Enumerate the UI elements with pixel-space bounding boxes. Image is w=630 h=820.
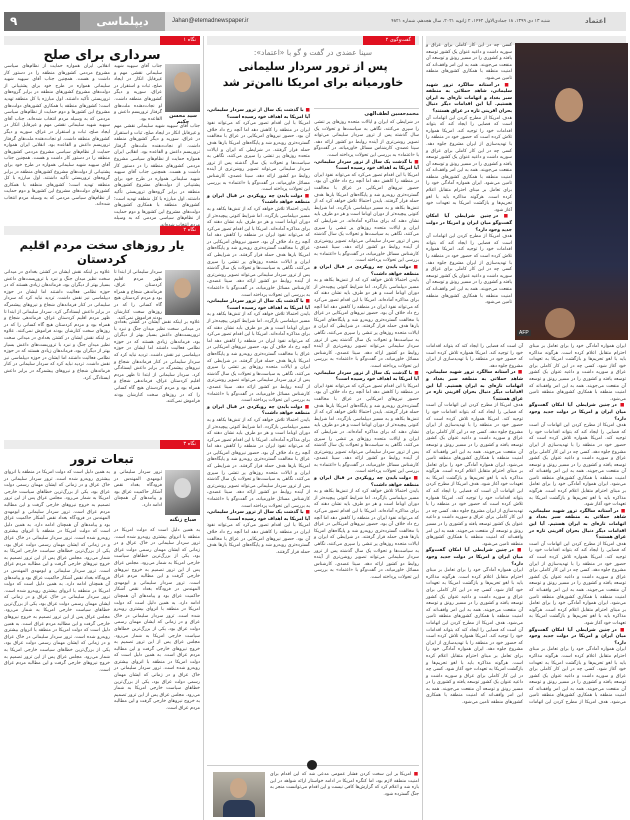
byline: محمدحسین لطف‌الهی: [314, 108, 419, 118]
date-line: شنبه ۱۳ دی ۱۳۹۹، ۱۸ جمادی‌الاول ۱۴۴۲، ۲ ژانویه ۲۰۲۱، سال هجدهم، شماره ۴۸۲۱: [391, 19, 550, 24]
article-body: ایران همواره آمادگی خود را برای تعامل بر مبنای احترام متقابل اعلام کرده است. هرگونه مذاکره باید با لغو تحریم‌ها و بازگشت امریکا به تعهدات خود آغاز شود. کسی چه در این کار کاملی برای عراق و سوریه داشت و داعیه عنوان یک کشور توسعه یافته و کشوری را در مسیر رونق و توسعه آن منفعت می‌جویند. همه به این امر واقف‌اند که امنیت منطقه با همکاری کشورهای منطقه تامین می‌شود. ■ در چنین شرایطی آیا امکان گفت‌وگو میان ایران و امریکا در دولت جدید وجود دارد؟ هدف امریکا از مطرح کردن این اتهامات آن است که فضایی را ایجاد کند که بتواند اقدامات خود را توجیه کند. امریکا همواره تلاش کرده است که حضور خود در منطقه را با تهدیدسازی از ایران مشروع جلوه دهد. کسی چه در این کار کاملی برای عراق و سوریه داشت و داعیه عنوان یک کشور توسعه یافته و کشوری را در مسیر رونق و توسعه آن منفعت می‌جویند. همه به این امر واقف‌اند که امنیت منطقه با همکاری کشورهای منطقه تامین می‌شود. ایران همواره آمادگی خود را برای تعامل بر مبنای احترام متقابل اعلام کرده است. هرگونه مذاکره باید با لغو تحریم‌ها و بازگشت امریکا به تعهدات خود آغاز شود. ■ در آستانه سالگرد ترور شهید سلیمانی، شاهد حملاتی به منطقه سبز بغداد و اتهامات تازه‌ای به ایران هستیم. آیا این اقدامات دیگر دنبال بحران آفرینی تازه در عراق هستند؟ هدف امریکا از مطرح کردن این اتهامات آن است که فضایی را ایجاد کند که بتواند اقدامات خود را توجیه کند. امریکا همواره تلاش کرده است که حضور خود در منطقه را با تهدیدسازی از ایران مشروع جلوه دهد. کسی چه در این کار کاملی برای عراق و سوریه داشت و داعیه عنوان یک کشور توسعه یافته و کشوری را در مسیر رونق و توسعه آن منفعت می‌جویند. همه به این امر واقف‌اند که امنیت منطقه با همکاری کشورهای منطقه تامین می‌شود. ایران همواره آمادگی خود را برای تعامل بر مبنای احترام متقابل اعلام کرده است. هرگونه مذاکره باید با لغو تحریم‌ها و بازگشت امریکا به تعهدات خود آغاز شود. ■ در چنین شرایطی آیا امکان گفت‌وگو میان ایران و امریکا در دولت جدید وجود دارد؟ ایران همواره آمادگی خود را برای تعامل بر مبنای احترام متقابل اعلام کرده است. هرگونه مذاکره باید با لغو تحریم‌ها و بازگشت امریکا به تعهدات خود آغاز شود. کسی چه در این کار کاملی برای عراق و سوریه داشت و داعیه عنوان یک کشور توسعه یافته و کشوری را در مسیر رونق و توسعه آن منفعت می‌جویند. همه به این امر واقف‌اند که امنیت منطقه با همکاری کشورهای منطقه تامین می‌شود. هدف امریکا از مطرح کردن این اتهامات آن است که فضایی را ایجاد کند که بتواند اقدامات خود را توجیه کند. امریکا همواره تلاش کرده است که حضور خود در منطقه را با تهدیدسازی از ایران مشروع جلوه دهد. ■ در آستانه سالگرد ترور شهید سلیمانی، شاهد حملاتی به منطقه سبز بغداد و اتهامات تازه‌ای به ایران هستیم. آیا این اقدامات دیگر دنبال بحران آفرینی تازه در عراق هستند؟ هدف امریکا از مطرح کردن این اتهامات آن است که فضایی را ایجاد کند که بتواند اقدامات خود را توجیه کند. امریکا همواره تلاش کرده است که حضور خود در منطقه را با تهدیدسازی از ایران مشروع جلوه دهد. کسی چه در این کار کاملی برای عراق و سوریه داشت و داعیه عنوان یک کشور توسعه یافته و کشوری را در مسیر رونق و توسعه آن منفعت می‌جویند. همه به این امر واقف‌اند که امنیت منطقه با همکاری کشورهای منطقه تامین می‌شود. ایران همواره آمادگی خود را برای تعامل بر مبنای احترام متقابل اعلام کرده است. هرگونه مذاکره باید با لغو تحریم‌ها و بازگشت امریکا به تعهدات خود آغاز شود. هدف امریکا از مطرح کردن این اتهامات آن است که فضایی را ایجاد کند که بتواند اقدامات خود را توجیه کند. امریکا همواره تلاش کرده است که حضور خود در منطقه را با تهدیدسازی از ایران مشروع جلوه دهد. کسی چه در این کار کاملی برای عراق و سوریه داشت و داعیه عنوان یک کشور توسعه یافته و کشوری را در مسیر رونق و توسعه آن منفعت می‌جویند. همه به این امر واقف‌اند که امنیت منطقه با همکاری کشورهای منطقه تامین می‌شود. ■ در چنین شرایطی آیا امکان گفت‌وگو میان ایران و امریکا در دولت جدید وجود دارد؟ ایران همواره آمادگی خود را برای تعامل بر مبنای احترام متقابل اعلام کرده است. هرگونه مذاکره باید با لغو تحریم‌ها و بازگشت امریکا به تعهدات خود آغاز شود. کسی چه در این کار کاملی برای عراق و سوریه داشت و داعیه عنوان یک کشور توسعه یافته و کشوری را در مسیر رونق و توسعه آن منفعت می‌جویند. همه به این امر واقف‌اند که امنیت منطقه با همکاری کشورهای منطقه تامین می‌شود. هدف امریکا از مطرح کردن این اتهامات آن است که فضایی را ایجاد کند که بتواند اقدامات خود را توجیه کند. امریکا همواره تلاش کرده است که حضور خود در منطقه را با تهدیدسازی از ایران مشروع جلوه دهد. ایران همواره آمادگی خود را برای تعامل بر مبنای احترام متقابل اعلام کرده است. هرگونه مذاکره باید با لغو تحریم‌ها و بازگشت امریکا به تعهدات خود آغاز شود. کسی چه در این کار کاملی برای عراق و سوریه داشت و داعیه عنوان یک کشور توسعه یافته و کشوری را در مسیر رونق و توسعه آن منفعت می‌جویند. همه به این امر واقف‌اند که امنیت منطقه با همکاری کشورهای منطقه تامین می‌شود.: [426, 344, 626, 818]
article-body: انقلابی ایران همواره حمایت از نظام‌های سیاسی مشروع مردمی کشورهای منطقه را در دستور کار داشت و هست. همچنین جناب آقای سپهبد شهید سلیمانی همواره در طرح خود برای پشتیبانی از دولت‌های مشروع کشورهای منطقه در برابر گروه‌های تروریستی تأکید داشتند. اول مبارزه با کل منطقه تهدید است؛ کشورهای منطقه با همکاری کشورهای دولت‌های مشروع این کشورها و دوم حمایت از نظام‌های سیاسی مردمی که به وسیله مردم انتخاب شده‌اند. جناب آقای سپهبد شهید سلیمانی نقشی مهم و غیرقابل انکار در ایجاد صلح، ثبات و استقرار در عراق، سوریه و دیگر کشورهای منطقه داشت. او نجات‌دهنده ملت‌های گرفتار تروریسم داعش و القاعده بود. انقلابی ایران همواره حمایت از نظام‌های سیاسی مشروع مردمی کشورهای منطقه را در دستور کار داشت و هست. همچنین جناب آقای سپهبد شهید سلیمانی همواره در طرح خود برای پشتیبانی از دولت‌های مشروع کشورهای منطقه در برابر گروه‌های تروریستی تأکید داشتند. اول مبارزه با کل منطقه تهدید است؛ کشورهای منطقه با همکاری کشورهای دولت‌های مشروع این کشورها و دوم حمایت از نظام‌های سیاسی مردمی که به وسیله مردم انتخاب شده‌اند.: [4, 64, 110, 208]
author-photo: [165, 470, 200, 515]
article-title: یار روزهای سخت مردم اقلیم کردستان: [19, 238, 185, 266]
author-photo: [165, 270, 200, 315]
author-name: صباح زنگنه: [169, 517, 197, 523]
email-link[interactable]: Jahan@etemadnewspaper.ir: [172, 18, 249, 24]
column-divider: [203, 36, 204, 820]
news-photo: [515, 43, 628, 340]
author-photo: [165, 64, 200, 112]
article-title-line-2: خاورمیانه برای امریکا ناامن‌تر شد: [222, 76, 404, 89]
article-body: جناب آقای سپهبد شهید سلیمانی نقشی مهم و غیرقابل انکار در ایجاد صلح، ثبات و استقرار در عراق، سوریه و دیگر کشورهای منطقه داشت. او نجات‌دهنده ملت‌های گرفتار تروریسم داعش و القاعده بود. انقلابی ایران همواره حمایت از نظام‌های سیاسی مشروع مردمی کشورهای منطقه را در دستور کار داشت و هست. همچنین جناب آقای سپهبد شهید سلیمانی همواره در طرح خود برای پشتیبانی از دولت‌های مشروع کشورهای منطقه در برابر گروه‌های تروریستی تأکید داشتند. اول مبارزه با کل منطقه تهدید است؛ کشورهای منطقه با همکاری کشورهای دولت‌های مشروع این کشورها و دوم حمایت از نظام‌های سیاسی مردمی که به وسیله: [114, 124, 200, 222]
article-body: به همین دلیل است که دولت امریکا در منطقه با انزوای بیشتری روبه‌رو شده است. ترور سردار سلیمانی در خاک عراق و در زمانی که ایشان مهمان رسمی دولت عراق بود، یکی از بزرگ‌ترین خطاهای سیاست خارجی امریکا به شمار می‌رود. مجلس عراق پس از این ترور تصمیم به خروج نیروهای خارجی گرفت و این مطالبه مردم عراق است. ترور سردار سلیمانی و ابومهدی المهندس در فرودگاه بغداد نقض آشکار حاکمیت عراق بود و پیامدهای آن همچنان ادامه دارد. به همین دلیل است که دولت امریکا در منطقه با انزوای بیشتری روبه‌رو شده است. ترور سردار سلیمانی در خاک عراق و در زمانی که ایشان مهمان رسمی دولت عراق بود، یکی از بزرگ‌ترین خطاهای سیاست خارجی امریکا به شمار می‌رود. مجلس عراق پس از این ترور تصمیم به خروج نیروهای خارجی گرفت و این مطالبه مردم عراق است. به همین دلیل است که دولت امریکا در منطقه با انزوای بیشتری روبه‌رو شده است. ترور سردار سلیمانی در خاک عراق و در زمانی که ایشان مهمان رسمی دولت عراق بود، یکی از بزرگ‌ترین خطاهای سیاست خارجی امریکا به شمار می‌رود. مجلس عراق پس از این ترور تصمیم به خروج نیروهای خارجی گرفت و این مطالبه مردم عراق است.: [114, 528, 201, 712]
article-body: ■ با گذشت یک سال از ترور سردار سلیمانی، آیا امریکا به اهداف خود رسیده است؟ امریکا با این اقدام تصور می‌کرد که می‌تواند نفوذ ایران در منطقه را کاهش دهد اما آنچه رخ داد خلاف آن بود. حضور نیروهای امریکایی در عراق با مخالفت گسترده‌تری روبه‌رو شد و پایگاه‌های امریکا بارها هدف حمله قرار گرفتند. در شرایطی که ایران و ایالات متحده روزهای پر تنشی را سپری می‌کنند، نگاهی به سیاست‌ها و تحولات یک سال گذشته پس از ترور سردار سلیمانی می‌تواند تصویر روشن‌تری از آینده روابط دو کشور ارائه دهد. سینا عضدی، کارشناس مسائل خاورمیانه، در گفت‌وگو با «اعتماد» به بررسی این تحولات پرداخته است. ■ دولت بایدن چه رویکردی در قبال ایران و منطقه خواهد داشت؟ بایدن احتمالا تلاش خواهد کرد که از تنش‌ها بکاهد و به مسیر دیپلماسی بازگردد. اما شرایط کنونی پیچیده‌تر از دوران اوباما است و هر دو طرف باید نشان دهند که برای مذاکره آماده‌اند. امریکا با این اقدام تصور می‌کرد که می‌تواند نفوذ ایران در منطقه را کاهش دهد اما آنچه رخ داد خلاف آن بود. حضور نیروهای امریکایی در عراق با مخالفت گسترده‌تری روبه‌رو شد و پایگاه‌های امریکا بارها هدف حمله قرار گرفتند. در شرایطی که ایران و ایالات متحده روزهای پر تنشی را سپری می‌کنند، نگاهی به سیاست‌ها و تحولات یک سال گذشته پس از ترور سردار سلیمانی می‌تواند تصویر روشن‌تری از آینده روابط دو کشور ارائه دهد. سینا عضدی، کارشناس مسائل خاورمیانه، در گفت‌وگو با «اعتماد» به بررسی این تحولات پرداخته است. ■ با گذشت یک سال از ترور سردار سلیمانی، آیا امریکا به اهداف خود رسیده است؟ بایدن احتمالا تلاش خواهد کرد که از تنش‌ها بکاهد و به مسیر دیپلماسی بازگردد. اما شرایط کنونی پیچیده‌تر از دوران اوباما است و هر دو طرف باید نشان دهند که برای مذاکره آماده‌اند. امریکا با این اقدام تصور می‌کرد که می‌تواند نفوذ ایران در منطقه را کاهش دهد اما آنچه رخ داد خلاف آن بود. حضور نیروهای امریکایی در عراق با مخالفت گسترده‌تری روبه‌رو شد و پایگاه‌های امریکا بارها هدف حمله قرار گرفتند. در شرایطی که ایران و ایالات متحده روزهای پر تنشی را سپری می‌کنند، نگاهی به سیاست‌ها و تحولات یک سال گذشته پس از ترور سردار سلیمانی می‌تواند تصویر روشن‌تری از آینده روابط دو کشور ارائه دهد. سینا عضدی، کارشناس مسائل خاورمیانه، در گفت‌وگو با «اعتماد» به بررسی این تحولات پرداخته است. ■ دولت بایدن چه رویکردی در قبال ایران و منطقه خواهد داشت؟ بایدن احتمالا تلاش خواهد کرد که از تنش‌ها بکاهد و به مسیر دیپلماسی بازگردد. اما شرایط کنونی پیچیده‌تر از دوران اوباما است و هر دو طرف باید نشان دهند که برای مذاکره آماده‌اند. امریکا با این اقدام تصور می‌کرد که می‌تواند نفوذ ایران در منطقه را کاهش دهد اما آنچه رخ داد خلاف آن بود. حضور نیروهای امریکایی در عراق با مخالفت گسترده‌تری روبه‌رو شد و پایگاه‌های امریکا بارها هدف حمله قرار گرفتند. در شرایطی که ایران و ایالات متحده روزهای پر تنشی را سپری می‌کنند، نگاهی به سیاست‌ها و تحولات یک سال گذشته پس از ترور سردار سلیمانی می‌تواند تصویر روشن‌تری از آینده روابط دو کشور ارائه دهد. سینا عضدی، کارشناس مسائل خاورمیانه، در گفت‌وگو با «اعتماد» به بررسی این تحولات پرداخته است. ■ با گذشت یک سال از ترور سردار سلیمانی، آیا امریکا به اهداف خود رسیده است؟ امریکا با این اقدام تصور می‌کرد که می‌تواند نفوذ ایران در منطقه را کاهش دهد اما آنچه رخ داد خلاف آن بود. حضور نیروهای امریکایی در عراق با مخالفت گسترده‌تری روبه‌رو شد و پایگاه‌های امریکا بارها هدف حمله قرار گرفتند.: [207, 108, 310, 752]
article-body: علاوه بر اینکه نقش ایشان در کشتن بغدادی در میدانی سخت نظیر میدان جنگ و نبرد با تروریست‌های داعش بسیار بهتر از دیگران بود، فرماندهان زیادی هستند که در حوزه نظامی فعالیت داشتند اما ایشان در حوزه دیپلماسی نیز نقش داشت. تردید نباید کرد که سردار سلیمانی در کنار فرماندهان شجاع و نیروهای پیشمرگه در برابر داعش ایستادگی کرد. سردار سلیمانی از ابتدا تا ظهر مردم اقلیم کردستان عراق، فرماندهی شجاع و همراه بود و مردم کردستان هیچ گاه کسانی را که در روزهای سخت کنارشان بودند فراموش نمی‌کنند.: [114, 320, 200, 405]
newspaper-logo: اعتماد: [585, 17, 606, 25]
section-tag: نگاه ۱: [160, 36, 200, 45]
column-divider: [422, 36, 423, 820]
photo-credit: AFP: [519, 330, 529, 336]
article-sidebar-text: ترور سردار سلیمانی و ابومهدی المهندس در فرودگاه بغداد نقض آشکار حاکمیت عراق بود و پیامدهای آن همچنان ادامه دارد.: [114, 470, 162, 508]
article-sidebar-text: سردار سلیمانی از ابتدا تا ظهر مردم اقلیم کردستان عراق، فرماندهی شجاع و همراه بود و مردم کردستان هیچ گاه کسانی را که در روزهای سخت کنارشان بودند فراموش نمی‌کنند.: [114, 270, 162, 322]
section-tag: نگاه ۳: [160, 440, 200, 449]
section-title: دیپلماسی: [80, 12, 165, 31]
article-title: سرداری برای صلح: [43, 48, 161, 63]
section-tag: گفت‌وگوی ۲: [363, 36, 415, 45]
quote-icon: [307, 760, 317, 770]
article-body: به همین دلیل است که دولت امریکا در منطقه با انزوای بیشتری روبه‌رو شده است. ترور سردار سلیمانی در خاک عراق و در زمانی که ایشان مهمان رسمی دولت عراق بود، یکی از بزرگ‌ترین خطاهای سیاست خارجی امریکا به شمار می‌رود. مجلس عراق پس از این ترور تصمیم به خروج نیروهای خارجی گرفت و این مطالبه مردم عراق است. ترور سردار سلیمانی و ابومهدی المهندس در فرودگاه بغداد نقض آشکار حاکمیت عراق بود و پیامدهای آن همچنان ادامه دارد. به همین دلیل است که دولت امریکا در منطقه با انزوای بیشتری روبه‌رو شده است. ترور سردار سلیمانی در خاک عراق و در زمانی که ایشان مهمان رسمی دولت عراق بود، یکی از بزرگ‌ترین خطاهای سیاست خارجی امریکا به شمار می‌رود. مجلس عراق پس از این ترور تصمیم به خروج نیروهای خارجی گرفت و این مطالبه مردم عراق است. ترور سردار سلیمانی و ابومهدی المهندس در فرودگاه بغداد نقض آشکار حاکمیت عراق بود و پیامدهای آن همچنان ادامه دارد. به همین دلیل است که دولت امریکا در منطقه با انزوای بیشتری روبه‌رو شده است. ترور سردار سلیمانی در خاک عراق و در زمانی که ایشان مهمان رسمی دولت عراق بود، یکی از بزرگ‌ترین خطاهای سیاست خارجی امریکا به شمار می‌رود. مجلس عراق پس از این ترور تصمیم به خروج نیروهای خارجی گرفت و این مطالبه مردم عراق است. به همین دلیل است که دولت امریکا در منطقه با انزوای بیشتری روبه‌رو شده است. ترور سردار سلیمانی در خاک عراق و در زمانی که ایشان مهمان رسمی دولت عراق بود، یکی از بزرگ‌ترین خطاهای سیاست خارجی امریکا به شمار می‌رود. مجلس عراق پس از این ترور تصمیم به خروج نیروهای خارجی گرفت و این مطالبه مردم عراق است.: [4, 470, 111, 673]
article-title-line-1: پس از ترور سردار سلیمانی: [238, 60, 388, 73]
page-number: ۹: [4, 12, 80, 31]
author-name: سید محسن حکیم: [169, 113, 197, 125]
article-title: تبعات ترور: [70, 452, 134, 466]
article-kicker: سینا عضدی در گفت و گو با «اعتماد»:: [253, 48, 373, 57]
article-body: کسی چه در این کار کاملی برای عراق و سوریه داشت و داعیه عنوان یک کشور توسعه یافته و کشوری را در مسیر رونق و توسعه آن منفعت می‌جویند. همه به این امر واقف‌اند که امنیت منطقه با همکاری کشورهای منطقه تامین می‌شود. ■ در آستانه سالگرد ترور شهید سلیمانی، شاهد حملاتی به منطقه سبز بغداد و اتهامات تازه‌ای به ایران هستیم. آیا این اقدامات دیگر دنبال بحران آفرینی تازه در عراق هستند؟ هدف امریکا از مطرح کردن این اتهامات آن است که فضایی را ایجاد کند که بتواند اقدامات خود را توجیه کند. امریکا همواره تلاش کرده است که حضور خود در منطقه را با تهدیدسازی از ایران مشروع جلوه دهد. کسی چه در این کار کاملی برای عراق و سوریه داشت و داعیه عنوان یک کشور توسعه یافته و کشوری را در مسیر رونق و توسعه آن منفعت می‌جویند. همه به این امر واقف‌اند که امنیت منطقه با همکاری کشورهای منطقه تامین می‌شود. ایران همواره آمادگی خود را برای تعامل بر مبنای احترام متقابل اعلام کرده است. هرگونه مذاکره باید با لغو تحریم‌ها و بازگشت امریکا به تعهدات خود آغاز شود. ■ در چنین شرایطی آیا امکان گفت‌وگو میان ایران و امریکا در دولت جدید وجود دارد؟ هدف امریکا از مطرح کردن این اتهامات آن است که فضایی را ایجاد کند که بتواند اقدامات خود را توجیه کند. امریکا همواره تلاش کرده است که حضور خود در منطقه را با تهدیدسازی از ایران مشروع جلوه دهد. کسی چه در این کار کاملی برای عراق و سوریه داشت و داعیه عنوان یک کشور توسعه یافته و کشوری را در مسیر رونق و توسعه آن منفعت می‌جویند. همه به این امر واقف‌اند که امنیت منطقه با همکاری کشورهای منطقه تامین می‌شود.: [426, 43, 512, 340]
interviewee-photo: [213, 772, 265, 817]
pull-quote: ■ امریکا بر این سخت کردن فشار عمومی مدعی شد که این اقدام برای امنیت منطقه لازم بود، اما کنگره امریکا در ادامه خواستار ارائه شواهد در این باره شد و اعلام کرد که گزارش‌ها کافی نیست و این اقدام می‌توانست منجر به جنگ گسترده شود.: [270, 772, 419, 797]
article-body: در شرایطی که ایران و ایالات متحده روزهای پر تنشی را سپری می‌کنند، نگاهی به سیاست‌ها و تحولات یک سال گذشته پس از ترور سردار سلیمانی می‌تواند تصویر روشن‌تری از آینده روابط دو کشور ارائه دهد. سینا عضدی، کارشناس مسائل خاورمیانه، در گفت‌وگو با «اعتماد» به بررسی این تحولات پرداخته است. ■ با گذشت یک سال از ترور سردار سلیمانی، آیا امریکا به اهداف خود رسیده است؟ امریکا با این اقدام تصور می‌کرد که می‌تواند نفوذ ایران در منطقه را کاهش دهد اما آنچه رخ داد خلاف آن بود. حضور نیروهای امریکایی در عراق با مخالفت گسترده‌تری روبه‌رو شد و پایگاه‌های امریکا بارها هدف حمله قرار گرفتند. بایدن احتمالا تلاش خواهد کرد که از تنش‌ها بکاهد و به مسیر دیپلماسی بازگردد. اما شرایط کنونی پیچیده‌تر از دوران اوباما است و هر دو طرف باید نشان دهند که برای مذاکره آماده‌اند. در شرایطی که ایران و ایالات متحده روزهای پر تنشی را سپری می‌کنند، نگاهی به سیاست‌ها و تحولات یک سال گذشته پس از ترور سردار سلیمانی می‌تواند تصویر روشن‌تری از آینده روابط دو کشور ارائه دهد. سینا عضدی، کارشناس مسائل خاورمیانه، در گفت‌وگو با «اعتماد» به بررسی این تحولات پرداخته است. ■ دولت بایدن چه رویکردی در قبال ایران و منطقه خواهد داشت؟ بایدن احتمالا تلاش خواهد کرد که از تنش‌ها بکاهد و به مسیر دیپلماسی بازگردد. اما شرایط کنونی پیچیده‌تر از دوران اوباما است و هر دو طرف باید نشان دهند که برای مذاکره آماده‌اند. امریکا با این اقدام تصور می‌کرد که می‌تواند نفوذ ایران در منطقه را کاهش دهد اما آنچه رخ داد خلاف آن بود. حضور نیروهای امریکایی در عراق با مخالفت گسترده‌تری روبه‌رو شد و پایگاه‌های امریکا بارها هدف حمله قرار گرفتند. در شرایطی که ایران و ایالات متحده روزهای پر تنشی را سپری می‌کنند، نگاهی به سیاست‌ها و تحولات یک سال گذشته پس از ترور سردار سلیمانی می‌تواند تصویر روشن‌تری از آینده روابط دو کشور ارائه دهد. سینا عضدی، کارشناس مسائل خاورمیانه، در گفت‌وگو با «اعتماد» به بررسی این تحولات پرداخته است. ■ با گذشت یک سال از ترور سردار سلیمانی، آیا امریکا به اهداف خود رسیده است؟ امریکا با این اقدام تصور می‌کرد که می‌تواند نفوذ ایران در منطقه را کاهش دهد اما آنچه رخ داد خلاف آن بود. حضور نیروهای امریکایی در عراق با مخالفت گسترده‌تری روبه‌رو شد و پایگاه‌های امریکا بارها هدف حمله قرار گرفتند. بایدن احتمالا تلاش خواهد کرد که از تنش‌ها بکاهد و به مسیر دیپلماسی بازگردد. اما شرایط کنونی پیچیده‌تر از دوران اوباما است و هر دو طرف باید نشان دهند که برای مذاکره آماده‌اند. در شرایطی که ایران و ایالات متحده روزهای پر تنشی را سپری می‌کنند، نگاهی به سیاست‌ها و تحولات یک سال گذشته پس از ترور سردار سلیمانی می‌تواند تصویر روشن‌تری از آینده روابط دو کشور ارائه دهد. سینا عضدی، کارشناس مسائل خاورمیانه، در گفت‌وگو با «اعتماد» به بررسی این تحولات پرداخته است. ■ دولت بایدن چه رویکردی در قبال ایران و منطقه خواهد داشت؟ بایدن احتمالا تلاش خواهد کرد که از تنش‌ها بکاهد و به مسیر دیپلماسی بازگردد. اما شرایط کنونی پیچیده‌تر از دوران اوباما است و هر دو طرف باید نشان دهند که برای مذاکره آماده‌اند. امریکا با این اقدام تصور می‌کرد که می‌تواند نفوذ ایران در منطقه را کاهش دهد اما آنچه رخ داد خلاف آن بود. حضور نیروهای امریکایی در عراق با مخالفت گسترده‌تری روبه‌رو شد و پایگاه‌های امریکا بارها هدف حمله قرار گرفتند. در شرایطی که ایران و ایالات متحده روزهای پر تنشی را سپری می‌کنند، نگاهی به سیاست‌ها و تحولات یک سال گذشته پس از ترور سردار سلیمانی می‌تواند تصویر روشن‌تری از آینده روابط دو کشور ارائه دهد. سینا عضدی، کارشناس مسائل خاورمیانه، در گفت‌وگو با «اعتماد» به بررسی این تحولات پرداخته است.: [314, 120, 419, 752]
article-sidebar-text: جناب آقای سپهبد شهید سلیمانی نقشی مهم و غیرقابل انکار در ایجاد صلح، ثبات و استقرار در عراق، سوریه و دیگر کشورهای منطقه داشت. او نجات‌دهنده ملت‌های گرفتار تروریسم داعش و القاعده بود.: [114, 64, 162, 122]
section-tag: نگاه ۲: [160, 226, 200, 235]
article-body: علاوه بر اینکه نقش ایشان در کشتن بغدادی در میدانی سخت نظیر میدان جنگ و نبرد با تروریست‌های داعش بسیار بهتر از دیگران بود، فرماندهان زیادی هستند که در حوزه نظامی فعالیت داشتند اما ایشان در حوزه دیپلماسی نیز نقش داشت. تردید نباید کرد که سردار سلیمانی در کنار فرماندهان شجاع و نیروهای پیشمرگه در برابر داعش ایستادگی کرد. سردار سلیمانی از ابتدا تا ظهر مردم اقلیم کردستان عراق، فرماندهی شجاع و همراه بود و مردم کردستان هیچ گاه کسانی را که در روزهای سخت کنارشان بودند فراموش نمی‌کنند. علاوه بر اینکه نقش ایشان در کشتن بغدادی در میدانی سخت نظیر میدان جنگ و نبرد با تروریست‌های داعش بسیار بهتر از دیگران بود، فرماندهان زیادی هستند که در حوزه نظامی فعالیت داشتند اما ایشان در حوزه دیپلماسی نیز نقش داشت. تردید نباید کرد که سردار سلیمانی در کنار فرماندهان شجاع و نیروهای پیشمرگه در برابر داعش ایستادگی کرد.: [4, 270, 110, 381]
